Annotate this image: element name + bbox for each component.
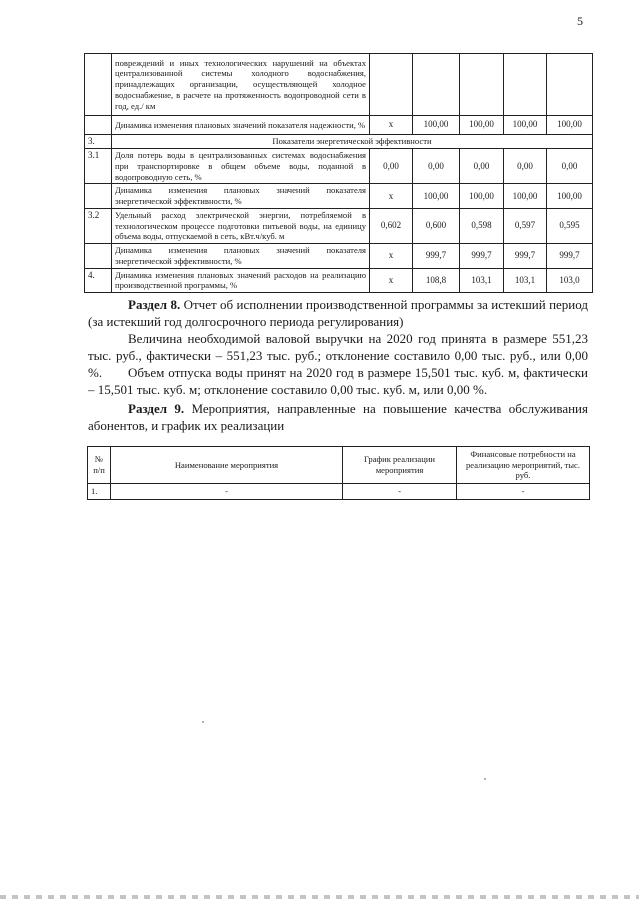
header-schedule: График реализации мероприятия <box>343 447 457 484</box>
indicator-value <box>460 54 504 116</box>
indicator-value: х <box>370 184 413 208</box>
section8-title: Отчет об исполнении производственной программы за истекший период (за истекший год долгосрочного периода регулирования) <box>88 297 588 329</box>
indicator-value: 103,0 <box>547 268 593 292</box>
indicator-value: 999,7 <box>460 244 504 268</box>
indicator-description: Доля потерь воды в централизованных системах водоснабжения при транспортировке в общем объеме воды, поданной в водопроводную сеть, % <box>112 149 370 184</box>
indicator-value: х <box>370 268 413 292</box>
row-number: 1. <box>88 484 111 500</box>
row-index: 3. <box>85 135 112 149</box>
indicator-value: 108,8 <box>413 268 460 292</box>
indicator-value: 100,00 <box>460 116 504 135</box>
indicator-value: 100,00 <box>547 184 593 208</box>
section-row <box>85 135 593 149</box>
row-index <box>85 244 112 268</box>
scan-speck <box>484 778 486 780</box>
indicator-value <box>547 54 593 116</box>
indicator-description: Удельный расход электрической энергии, потребляемой в технологическом процессе подготовки питьевой воды, на единицу объема воды, отпускаемой в сеть, кВт.ч/куб. м <box>112 208 370 243</box>
table-row <box>85 54 593 116</box>
section8-label: Раздел 8. <box>128 297 181 312</box>
header-number: № п/п <box>88 447 111 484</box>
indicator-value: х <box>370 244 413 268</box>
events-table <box>87 446 590 500</box>
section9-label: Раздел 9. <box>128 401 185 416</box>
indicator-value: 100,00 <box>504 184 547 208</box>
table-row <box>85 184 593 208</box>
indicator-value: 103,1 <box>504 268 547 292</box>
indicator-value <box>413 54 460 116</box>
scan-speck <box>202 721 204 723</box>
indicator-value: 0,600 <box>413 208 460 243</box>
row-index <box>85 54 112 116</box>
section8-revenue-paragraph: Величина необходимой валовой выручки на 2020 год принята в размере 551,23 тыс. руб., фактически – 551,23 тыс. руб.; отклонение составило 0,00 тыс. руб., или 0,00 %. <box>88 331 588 380</box>
indicator-value: 100,00 <box>413 116 460 135</box>
row-schedule: - <box>343 484 457 500</box>
section8-volume-paragraph: Объем отпуска воды принят на 2020 год в размере 15,501 тыс. куб. м, фактически – 15,501 тыс. куб. м; отклонение составило 0,00 тыс. куб. м, или 0,00 %. <box>88 365 588 397</box>
table-row <box>85 244 593 268</box>
header-event-name: Наименование мероприятия <box>111 447 343 484</box>
indicator-value: 0,598 <box>460 208 504 243</box>
section8-heading <box>88 296 588 330</box>
indicator-description: Динамика изменения плановых значений показателя энергетической эффективности, % <box>112 244 370 268</box>
indicators-table <box>84 53 593 293</box>
row-index: 4. <box>85 268 112 292</box>
table-row <box>88 484 590 500</box>
indicator-value: 0,602 <box>370 208 413 243</box>
row-financial-needs: - <box>457 484 590 500</box>
indicator-value: 999,7 <box>547 244 593 268</box>
indicator-value: 103,1 <box>460 268 504 292</box>
indicator-value: 0,595 <box>547 208 593 243</box>
indicator-description: повреждений и иных технологических нарушений на объектах централизованной системы холодного водоснабжения, принадлежащих организации, осуществляющей холодное водоснабжение, в расчете на протяженность водопроводной сети в год, ед./ км <box>112 54 370 116</box>
indicator-value: 0,00 <box>460 149 504 184</box>
indicator-value <box>504 54 547 116</box>
table-row <box>85 268 593 292</box>
section-title: Показатели энергетической эффективности <box>112 135 593 149</box>
row-index <box>85 184 112 208</box>
indicator-value: 0,00 <box>504 149 547 184</box>
scan-edge-marks <box>0 895 639 899</box>
table-row <box>85 149 593 184</box>
indicator-value: х <box>370 116 413 135</box>
table-row <box>85 116 593 135</box>
section9-title: Мероприятия, направленные на повышение качества обслуживания абонентов, и график их реализации <box>88 401 588 433</box>
indicator-description: Динамика изменения плановых значений показателя энергетической эффективности, % <box>112 184 370 208</box>
indicator-value: 0,00 <box>370 149 413 184</box>
row-index <box>85 116 112 135</box>
table-row <box>85 208 593 243</box>
header-financial-needs: Финансовые потребности на реализацию мероприятий, тыс. руб. <box>457 447 590 484</box>
indicator-description: Динамика изменения плановых значений показателя надежности, % <box>112 116 370 135</box>
row-index: 3.1 <box>85 149 112 184</box>
indicator-value <box>370 54 413 116</box>
indicator-value: 100,00 <box>460 184 504 208</box>
indicator-value: 999,7 <box>504 244 547 268</box>
page-number: 5 <box>577 14 583 28</box>
indicator-value: 0,00 <box>547 149 593 184</box>
indicator-value: 0,597 <box>504 208 547 243</box>
section9-heading <box>88 400 588 434</box>
events-header-row <box>88 447 590 484</box>
indicator-value: 100,00 <box>504 116 547 135</box>
indicator-value: 100,00 <box>413 184 460 208</box>
indicator-value: 100,00 <box>547 116 593 135</box>
indicator-value: 0,00 <box>413 149 460 184</box>
row-index: 3.2 <box>85 208 112 243</box>
row-event-name: - <box>111 484 343 500</box>
indicator-value: 999,7 <box>413 244 460 268</box>
indicator-description: Динамика изменения плановых значений расходов на реализацию производственной программы, % <box>112 268 370 292</box>
